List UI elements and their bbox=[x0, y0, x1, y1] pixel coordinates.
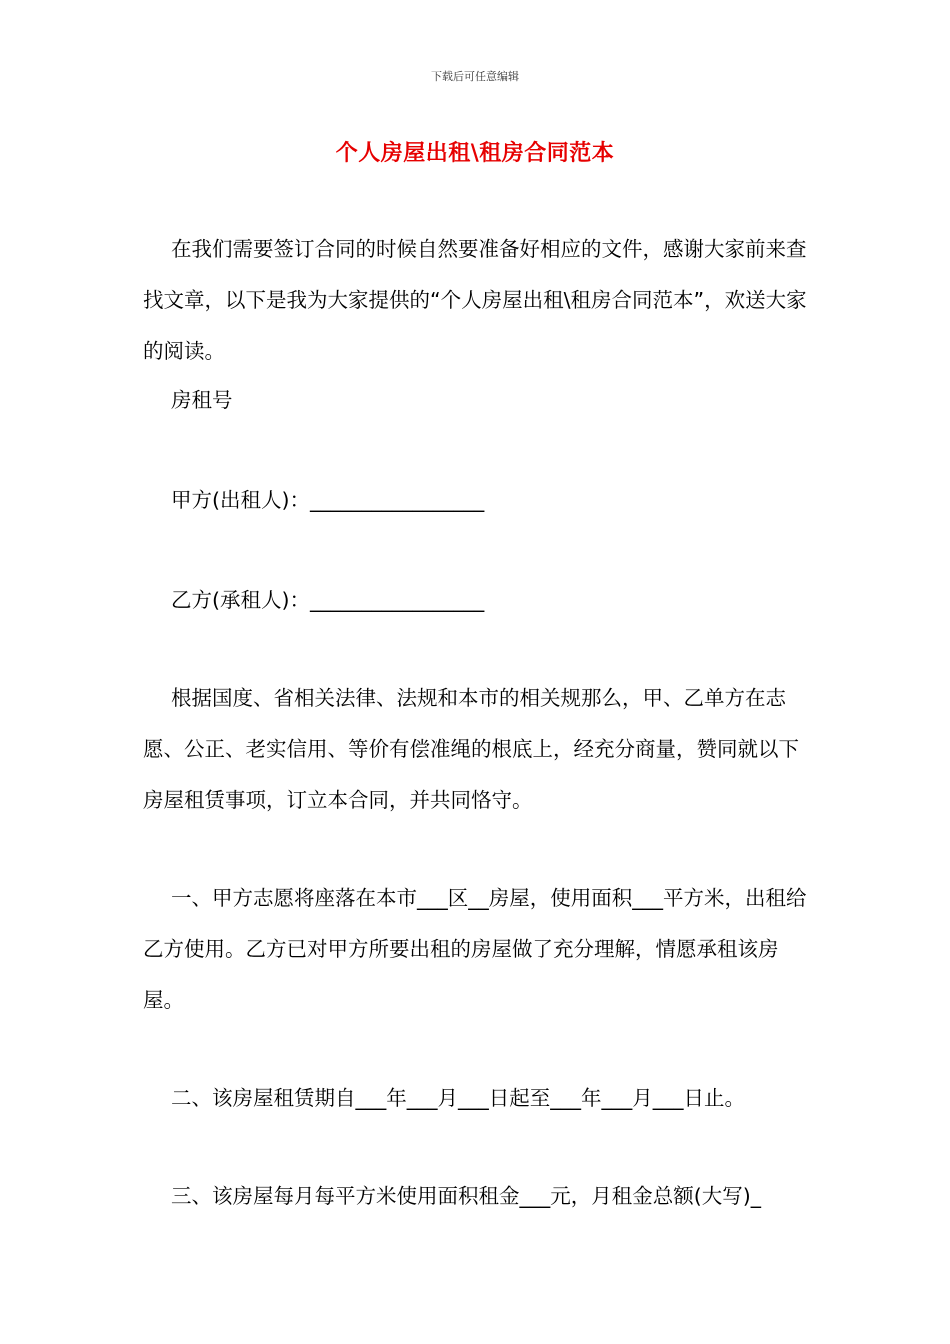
document-title: 个人房屋出租\租房合同范本 bbox=[335, 141, 615, 166]
party-b-line: 乙方(承租人)：_________________ bbox=[171, 588, 485, 612]
party-a-line: 甲方(出租人)：_________________ bbox=[171, 488, 485, 512]
preamble-paragraph: 根据国度、省相关法律、法规和本市的相关规那么，甲、乙单方在志愿、公正、老实信用、等价有偿准绳的根底上，经充分商量，赞同就以下房屋租赁事项，订立本合同，并共同恪守。 bbox=[143, 686, 799, 812]
clause-1-paragraph: 一、甲方志愿将座落在本市___区__房屋，使用面积___平方米，出租给乙方使用。乙方已对甲方所要出租的房屋做了充分理解，情愿承租该房屋。 bbox=[143, 886, 807, 1012]
clause-3-line: 三、该房屋每月每平方米使用面积租金___元，月租金总额(大写)_ bbox=[171, 1184, 761, 1208]
header-note: 下载后可任意编辑 bbox=[431, 70, 519, 83]
clause-2-line: 二、该房屋租赁期自___年___月___日起至___年___月___日止。 bbox=[171, 1086, 745, 1110]
contract-number-label: 房租号 bbox=[171, 388, 233, 412]
intro-paragraph: 在我们需要签订合同的时候自然要准备好相应的文件，感谢大家前来查找文章，以下是我为大家提供的“个人房屋出租\租房合同范本”，欢送大家的阅读。 bbox=[143, 237, 807, 363]
